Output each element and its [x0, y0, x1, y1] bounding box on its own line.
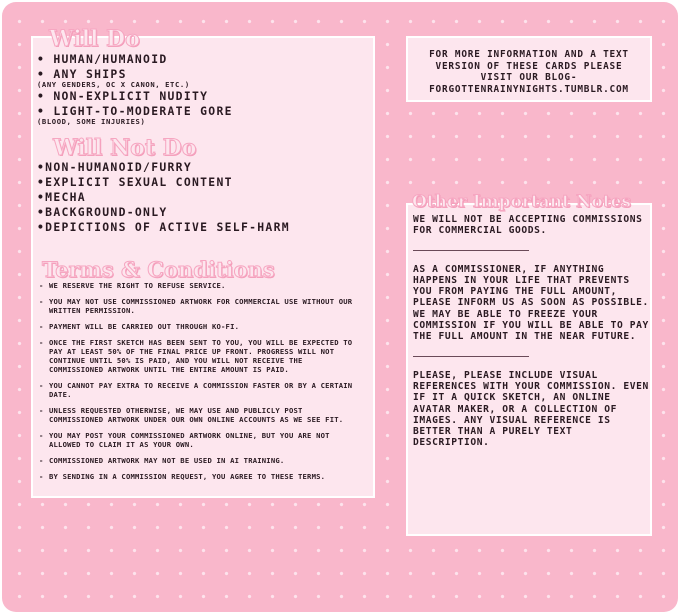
terms-item: - YOU MAY NOT USE COMMISSIONED ARTWORK FOR COMMERCIAL USE WITHOUT OUR WRITTEN PERMISSION.: [39, 297, 353, 315]
terms-item: - PAYMENT WILL BE CARRIED OUT THROUGH KO-FI.: [39, 322, 240, 331]
will-do-item: • ANY SHIPS (ANY GENDERS, OC X CANON, ETC.): [37, 67, 190, 89]
notes-paragraph: AS A COMMISSIONER, IF ANYTHING HAPPENS IN YOUR LIFE THAT PREVENTS YOU FROM PAYING THE FULL AMOUNT, PLEASE INFORM US AS SOON AS POSSIBLE. WE MAY BE ABLE TO FREEZE YOUR COMMISSION IF YOU WILL BE ABLE TO PAY THE FULL AMOUNT IN THE NEAR FUTURE.: [413, 263, 649, 343]
terms-item: - BY SENDING IN A COMMISSION REQUEST, YOU AGREE TO THESE TERMS.: [39, 472, 326, 481]
notes-title: Other Important Notes: [412, 192, 631, 212]
notes-paragraph: WE WILL NOT BE ACCEPTING COMMISSIONS FOR COMMERCIAL GOODS.: [413, 214, 643, 237]
terms-item: - WE RESERVE THE RIGHT TO REFUSE SERVICE.: [39, 281, 226, 290]
will-not-do-list: [37, 160, 367, 235]
will-not-do-item: •DEPICTIONS OF ACTIVE SELF-HARM: [37, 220, 290, 234]
will-not-do-item: •MECHA: [37, 190, 86, 204]
terms-item: - YOU MAY POST YOUR COMMISSIONED ARTWORK ONLINE, BUT YOU ARE NOT ALLOWED TO CLAIM IT AS YOUR OWN.: [39, 431, 330, 449]
terms-item: - ONCE THE FIRST SKETCH HAS BEEN SENT TO YOU, YOU WILL BE EXPECTED TO PAY AT LEAST 50% OF THE FINAL PRICE UP FRONT. PROGRESS WILL NOT CONTINUE UNTIL 50% IS PAID, AND YOU WILL NOT RECEIVE THE COMMISSIONED ARTWORK UNTIL THE ENTIRE AMOUNT IS PAID.: [39, 338, 353, 374]
terms-title: Terms & Conditions: [42, 257, 275, 282]
divider: [413, 356, 529, 357]
will-not-do-title: Will Not Do: [53, 135, 197, 161]
will-not-do-item: •BACKGROUND-ONLY: [37, 205, 168, 219]
divider: [413, 250, 529, 251]
will-do-item: • LIGHT-TO-MODERATE GORE (BLOOD, SOME INJURIES): [37, 104, 233, 126]
terms-item: - COMMISSIONED ARTWORK MAY NOT BE USED IN AI TRAINING.: [39, 456, 285, 465]
notes-body: [413, 214, 649, 449]
will-do-item: • NON-EXPLICIT NUDITY: [37, 89, 209, 103]
will-do-item: • HUMAN/HUMANOID: [37, 52, 168, 66]
terms-item: - YOU CANNOT PAY EXTRA TO RECEIVE A COMMISSION FASTER OR BY A CERTAIN DATE.: [39, 381, 353, 399]
info-text: FOR MORE INFORMATION AND A TEXT VERSION OF THESE CARDS PLEASE VISIT OUR BLOG- FORGOTTENRAINYNIGHTS.TUMBLR.COM: [406, 49, 652, 95]
blog-url[interactable]: FORGOTTENRAINYNIGHTS.TUMBLR.COM: [429, 83, 629, 95]
will-not-do-item: •EXPLICIT SEXUAL CONTENT: [37, 175, 233, 189]
will-not-do-item: •NON-HUMANOID/FURRY: [37, 160, 192, 174]
terms-list: [39, 281, 357, 488]
terms-item: - UNLESS REQUESTED OTHERWISE, WE MAY USE AND PUBLICLY POST COMMISSIONED ARTWORK UNDER OUR OWN ONLINE ACCOUNTS AS WE SEE FIT.: [39, 406, 344, 424]
will-do-title: Will Do: [49, 26, 140, 52]
will-do-list: [37, 52, 367, 126]
commission-info-card: [2, 2, 678, 612]
notes-paragraph: PLEASE, PLEASE INCLUDE VISUAL REFERENCES WITH YOUR COMMISSION. EVEN IF IT A QUICK SKETCH, AN ONLINE AVATAR MAKER, OR A COLLECTION OF IMAGES. ANY VISUAL REFERENCE IS BETTER THAN A PURELY TEXT DESCRIPTION.: [413, 369, 649, 449]
